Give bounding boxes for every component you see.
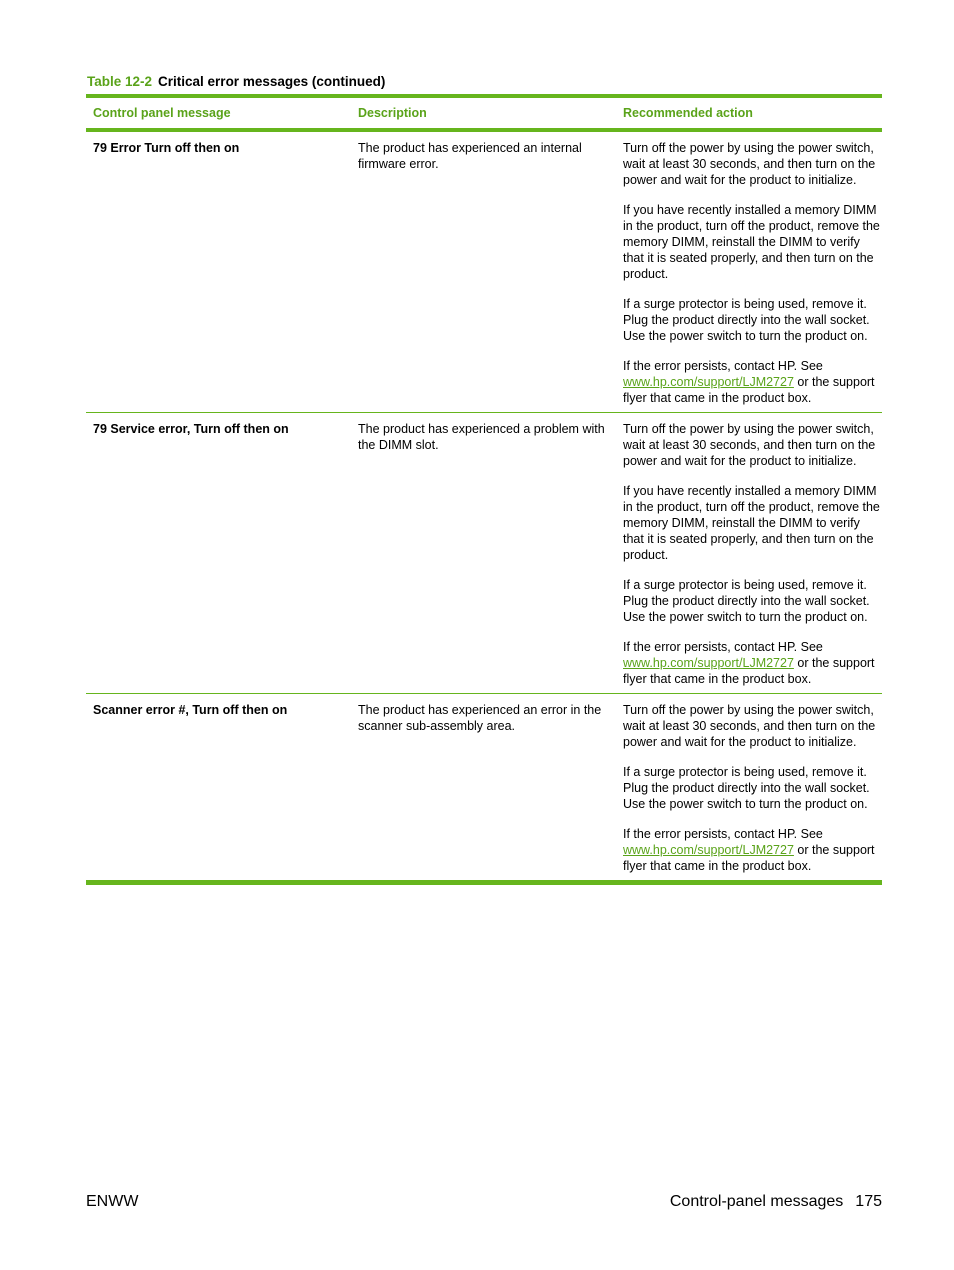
action-cell <box>616 132 882 412</box>
action-paragraph: Turn off the power by using the power switch, wait at least 30 seconds, and then turn on the power and wait for the product to initialize. <box>623 422 876 468</box>
contact-text-after: or the support flyer that came in the product box. <box>623 843 875 873</box>
header-recommended-action: Recommended action <box>623 106 753 120</box>
description-cell: The product has experienced an error in the scanner sub-assembly area. <box>358 703 602 733</box>
action-paragraph: If you have recently installed a memory DIMM in the product, turn off the product, remove the memory DIMM, reinstall the DIMM to verify that it is seated properly, and then turn on the product. <box>623 203 880 281</box>
header-control-panel-message: Control panel message <box>93 106 231 120</box>
contact-text: If the error persists, contact HP. See <box>623 640 823 654</box>
page-number: 175 <box>855 1193 882 1210</box>
table-row <box>86 413 882 694</box>
table-header-row <box>86 98 882 128</box>
action-paragraph: If you have recently installed a memory DIMM in the product, turn off the product, remove the memory DIMM, reinstall the DIMM to verify that it is seated properly, and then turn on the product. <box>623 484 880 562</box>
action-cell <box>616 413 882 693</box>
description-cell: The product has experienced an internal firmware error. <box>358 141 582 171</box>
table-caption <box>87 74 385 89</box>
action-paragraph-contact <box>623 826 882 874</box>
table-bottom-rule <box>86 881 882 885</box>
contact-text-after: or the support flyer that came in the product box. <box>623 656 875 686</box>
contact-text: If the error persists, contact HP. See <box>623 359 823 373</box>
description-cell: The product has experienced a problem with the DIMM slot. <box>358 422 605 452</box>
action-paragraph-contact <box>623 358 882 406</box>
action-paragraph: Turn off the power by using the power switch, wait at least 30 seconds, and then turn on the power and wait for the product to initialize. <box>623 703 876 749</box>
action-paragraph-contact <box>623 639 882 687</box>
action-paragraph: If a surge protector is being used, remove it. Plug the product directly into the wall socket. Use the power switch to turn the product on. <box>623 297 870 343</box>
footer-enww: ENWW <box>86 1193 139 1210</box>
footer-section <box>670 1193 882 1211</box>
contact-text: If the error persists, contact HP. See <box>623 827 823 841</box>
support-link[interactable]: www.hp.com/support/LJM2727 <box>623 375 794 389</box>
header-description: Description <box>358 106 427 120</box>
support-link[interactable]: www.hp.com/support/LJM2727 <box>623 656 794 670</box>
action-paragraph: If a surge protector is being used, remove it. Plug the product directly into the wall socket. Use the power switch to turn the product on. <box>623 578 870 624</box>
action-paragraph: If a surge protector is being used, remove it. Plug the product directly into the wall socket. Use the power switch to turn the product on. <box>623 765 870 811</box>
message-cell: 79 Error Turn off then on <box>93 141 240 155</box>
message-cell: 79 Service error, Turn off then on <box>93 422 289 436</box>
critical-error-table <box>86 94 882 885</box>
footer-section-title: Control-panel messages <box>669 1193 844 1210</box>
table-row <box>86 694 882 881</box>
contact-text-after: or the support flyer that came in the product box. <box>623 375 875 405</box>
table-number: Table 12-2 <box>87 74 153 89</box>
table-title: Critical error messages (continued) <box>158 74 386 89</box>
action-cell <box>616 694 882 880</box>
table-row <box>86 132 882 413</box>
support-link[interactable]: www.hp.com/support/LJM2727 <box>623 843 794 857</box>
message-cell: Scanner error #, Turn off then on <box>93 703 288 717</box>
action-paragraph: Turn off the power by using the power switch, wait at least 30 seconds, and then turn on the power and wait for the product to initialize. <box>623 141 876 187</box>
